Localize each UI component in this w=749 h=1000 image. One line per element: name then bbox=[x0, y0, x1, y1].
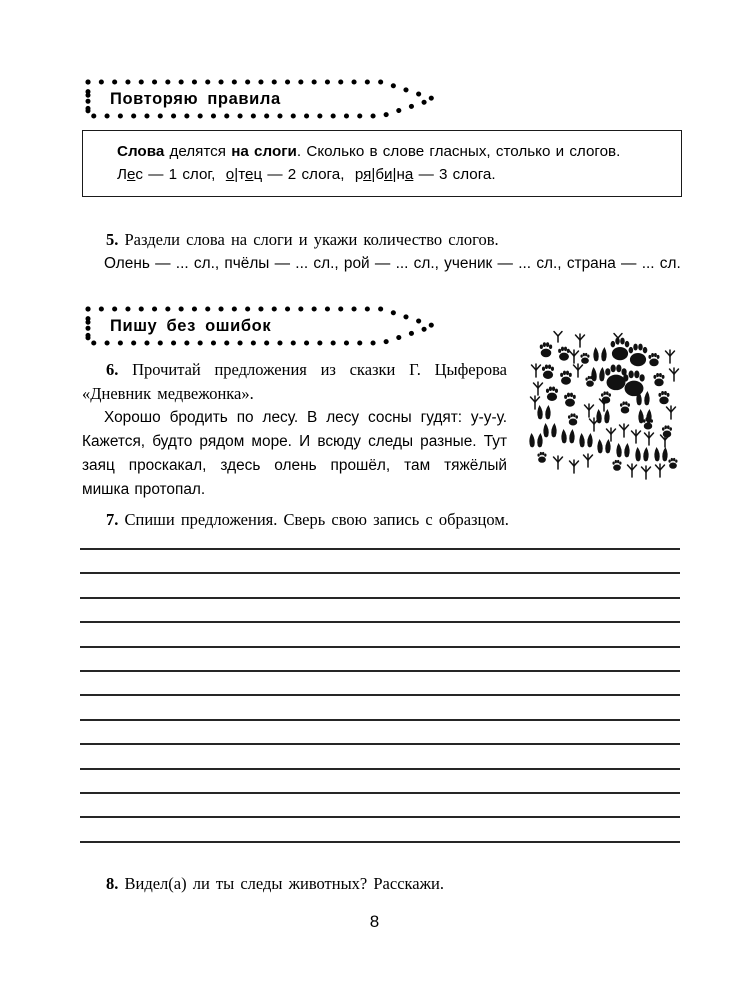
animal-tracks-drawing bbox=[528, 330, 680, 485]
writing-line[interactable] bbox=[80, 694, 680, 696]
ex2-pre2: т bbox=[238, 166, 245, 183]
writing-line[interactable] bbox=[80, 646, 680, 648]
exercise-6-body: Хорошо бродить по лесу. В лесу сосны гудят: у-у-у. Кажется, будто рядом море. И всюду следы разные. Тут заяц проскакал, здесь олень прошёл, там тяжёлый мишка протопал. bbox=[82, 409, 507, 498]
ex1-dash: — bbox=[148, 166, 164, 183]
banner-repeat-rules bbox=[82, 76, 440, 122]
exercise-7-prompt-text: Спиши предложения. Сверь свою запись с образцом. bbox=[124, 510, 509, 529]
banner-label: Повторяю правила bbox=[110, 89, 281, 108]
ex1-count: 1 слог, bbox=[168, 166, 216, 183]
exercise-8-prompt-text: Видел(а) ли ты следы животных? Расскажи. bbox=[124, 874, 444, 893]
ex1-post: с bbox=[135, 166, 144, 183]
rule-keyword-slova: Слова bbox=[117, 143, 165, 160]
exercise-7-number: 7. bbox=[106, 510, 119, 529]
ex3-vowel3: а bbox=[404, 166, 414, 183]
exercise-5-prompt-text: Раздели слова на слоги и укажи количество слогов. bbox=[124, 230, 499, 249]
writing-line[interactable] bbox=[80, 572, 680, 574]
rule-example-3 bbox=[355, 166, 496, 183]
ex2-vowel2: е bbox=[244, 166, 254, 183]
page-number: 8 bbox=[369, 912, 380, 931]
exercise-8-prompt bbox=[82, 872, 682, 896]
animal-tracks-illustration bbox=[528, 330, 680, 485]
ex3-sep1: | bbox=[371, 166, 376, 183]
writing-line[interactable] bbox=[80, 670, 680, 672]
exercise-6-number: 6. bbox=[106, 360, 119, 379]
rule-examples bbox=[95, 163, 669, 186]
ex3-vowel1: я bbox=[363, 166, 372, 183]
ex3-pre3: н bbox=[396, 166, 405, 183]
rule-example-1 bbox=[117, 166, 215, 183]
ex2-vowel1: о bbox=[225, 166, 235, 183]
rule-keyword-na-slogi: на слоги bbox=[231, 143, 297, 160]
exercise-5-body: Олень — ... сл., пчёлы — ... сл., рой — ... сл., ученик — ... сл., страна — ... сл. bbox=[104, 255, 681, 272]
rule-statement bbox=[95, 140, 669, 163]
ex2-count: 2 слога, bbox=[287, 166, 345, 183]
exercise-5-prompt bbox=[82, 228, 682, 252]
ex3-pre2: б bbox=[375, 166, 385, 183]
ex3-sep2: | bbox=[392, 166, 397, 183]
ex2-sep1: | bbox=[234, 166, 239, 183]
exercise-6-prompt-text: Прочитай предложения из сказки Г. Цыферова «Дневник медвежонка». bbox=[82, 360, 508, 403]
exercise-8-number: 8. bbox=[106, 874, 119, 893]
rule-box bbox=[82, 130, 682, 197]
rule-text-mid: делятся bbox=[164, 143, 232, 160]
exercise-7-prompt bbox=[82, 508, 682, 532]
writing-line[interactable] bbox=[80, 816, 680, 818]
rule-example-2 bbox=[226, 166, 345, 183]
ex2-dash: — bbox=[267, 166, 283, 183]
exercise-5 bbox=[82, 228, 682, 276]
ex1-vowel: е bbox=[126, 166, 136, 183]
writing-line[interactable] bbox=[80, 841, 680, 843]
writing-line[interactable] bbox=[80, 719, 680, 721]
writing-lines-area[interactable] bbox=[80, 548, 680, 865]
writing-line[interactable] bbox=[80, 548, 680, 550]
rule-text-tail: . Сколько в слове гласных, столько и слогов. bbox=[296, 143, 621, 160]
ex3-vowel2: и bbox=[384, 166, 393, 183]
writing-line[interactable] bbox=[80, 597, 680, 599]
writing-line[interactable] bbox=[80, 743, 680, 745]
writing-line[interactable] bbox=[80, 768, 680, 770]
ex1-pre: Л bbox=[117, 166, 127, 183]
writing-line[interactable] bbox=[80, 621, 680, 623]
ex3-pre1: р bbox=[354, 166, 364, 183]
ex3-count: 3 слога. bbox=[438, 166, 496, 183]
exercise-7 bbox=[82, 508, 682, 532]
exercise-8 bbox=[82, 872, 682, 896]
exercise-6-prompt bbox=[82, 358, 507, 406]
banner-label: Пишу без ошибок bbox=[110, 316, 272, 335]
ex3-dash: — bbox=[418, 166, 434, 183]
writing-line[interactable] bbox=[80, 792, 680, 794]
exercise-5-number: 5. bbox=[106, 230, 119, 249]
ex2-post2: ц bbox=[253, 166, 263, 183]
banner-write-without-mistakes bbox=[82, 303, 440, 349]
